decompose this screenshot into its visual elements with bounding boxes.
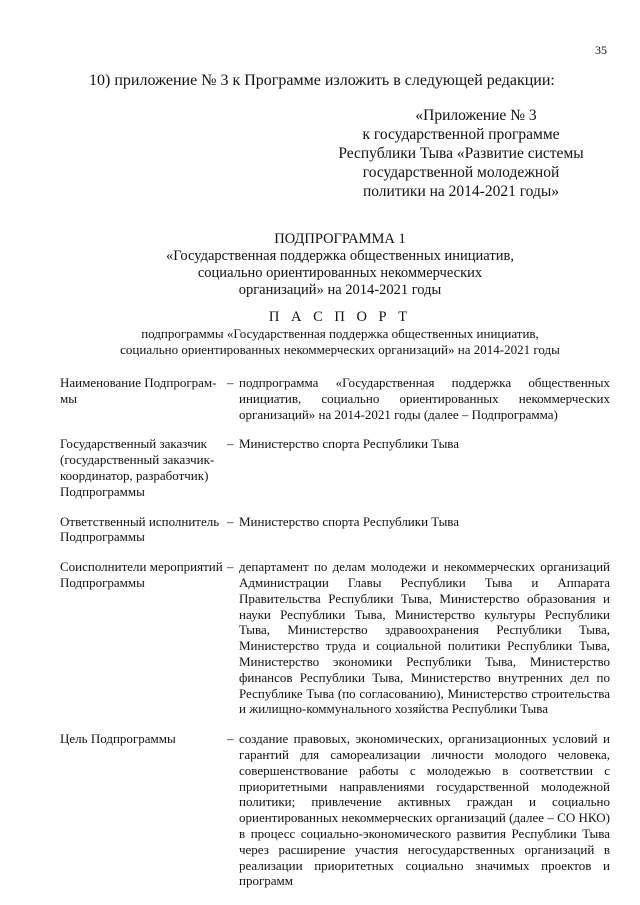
appendix-line: «Приложение № 3 (415, 107, 537, 124)
row-dash: – (227, 436, 234, 452)
appendix-line: к государственной программе (362, 126, 560, 143)
passport-heading (110, 309, 570, 358)
row-label: Ответственный исполнитель Подпрограммы (60, 513, 220, 545)
row-value: Министерство спорта Республики Тыва (239, 513, 460, 529)
subprogram-line: организаций» на 2014-2021 годы (238, 282, 442, 298)
row-label: Государственный заказчик (государственный заказчик-координатор, разработчик) Подпрограммы (60, 436, 215, 499)
row-dash: – (227, 375, 234, 390)
passport-row (60, 559, 610, 717)
row-dash: – (227, 513, 234, 529)
subprogram-line: социально ориентированных некоммерческих (197, 265, 483, 281)
appendix-line: государственной молодежной (362, 164, 560, 181)
row-label: Цель Подпрограммы (60, 731, 176, 747)
row-value: создание правовых, экономических, организационных условий и гарантий для самореализации личности молодого человека, совершенствование работы с молодежью в соответствии с приоритетными направлениями государственной молодежной политики; привлечение активных граждан и социально ориентированных некоммерческих организаций (далее – СО НКО) в процесс социально-экономического развития Республики Тыва через расширение участия негосударственных организаций в реализации приоритетных социально значимых проектов и программ (239, 731, 610, 889)
row-value: подпрограмма «Государственная поддержка общественных инициатив, социально ориентированных некоммерческих организаций» на 2014-2021 годы (далее – Подпрограмма) (239, 375, 610, 422)
passport-row (60, 514, 610, 546)
subprogram-title: ПОДПРОГРАММА 1 (274, 231, 406, 247)
subprogram-line: «Государственная поддержка общественных инициатив, (166, 248, 514, 264)
passport-row (60, 436, 610, 499)
row-value: Министерство спорта Республики Тыва (239, 436, 460, 452)
passport-table (60, 375, 610, 903)
row-dash: – (227, 559, 234, 575)
row-value: департамент по делам молодежи и некоммерческих организаций Администрации Главы Республики Тыва и Аппарата Правительства Республики Тыва, Министерство образования и науки Республики Тыва, Министерство культуры Республики Тыва, Министерство здравоохранения Республики Тыва, Министерство труда и социальной политики Республики Тыва, Министерство экономики Республики Тыва, Министерство финансов Республики Тыва, Министерство внутренних дел по Республике Тыва (по согласованию), Министерство строительства и жилищно-коммунального хозяйства Республики Тыва (239, 559, 610, 717)
intro-text: 10) приложение № 3 к Программе изложить в следующей редакции: (89, 72, 555, 89)
row-label: Соисполнители мероприятий Подпрограммы (60, 559, 223, 590)
passport-title: П А С П О Р Т (268, 309, 412, 325)
appendix-line: политики на 2014-2021 годы» (362, 183, 560, 200)
passport-line: подпрограммы «Государственная поддержка общественных инициатив, (141, 326, 539, 341)
passport-row (60, 375, 610, 422)
row-dash: – (227, 731, 234, 747)
appendix-line: Республики Тыва «Развитие системы (338, 145, 584, 162)
passport-row (60, 731, 610, 889)
page-number: 35 (595, 43, 607, 57)
appendix-header (331, 106, 591, 201)
subprogram-heading (110, 231, 570, 299)
passport-line: социально ориентированных некоммерческих организаций» на 2014-2021 годы (120, 342, 560, 357)
row-label: Наименование Подпрограм-мы (60, 375, 217, 406)
